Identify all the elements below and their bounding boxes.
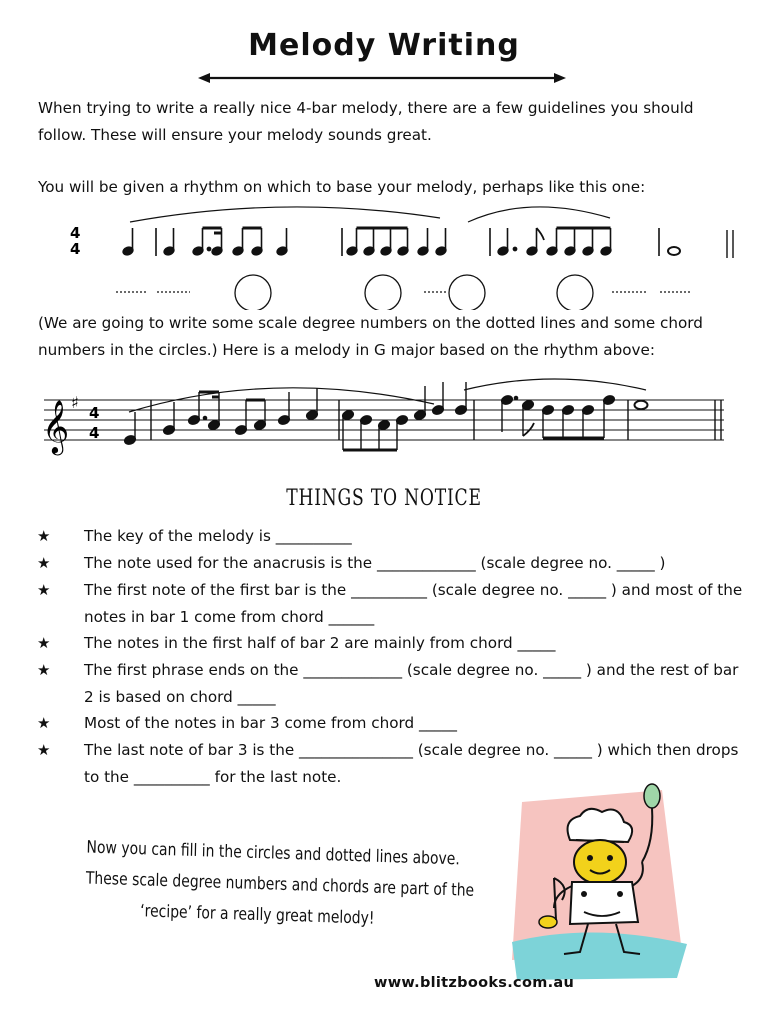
star-icon: ★	[37, 634, 51, 652]
notice-text: The note used for the anacrusis is the _____________ (scale degree no. _____ )	[84, 554, 666, 572]
chord-circle	[235, 275, 271, 310]
key-sharp: ♯	[71, 393, 79, 412]
chord-circle	[557, 275, 593, 310]
recipe-line: Now you can fill in the circles and dotted lines above.	[86, 837, 460, 870]
rhythm-intro: You will be given a rhythm on which to base your melody, perhaps like this one:	[38, 178, 646, 196]
notice-text: The last note of bar 3 is the _______________ (scale degree no. _____ ) which then drops to the __________ for the last note.	[84, 741, 739, 786]
intro-paragraph: When trying to write a really nice 4-bar melody, there are a few guidelines you should follow. These will ensure your melody sounds great.	[38, 99, 694, 144]
rhythm-line	[60, 200, 750, 310]
melody-staff	[34, 378, 734, 464]
star-icon: ★	[37, 581, 51, 599]
title-double-arrow	[198, 66, 566, 90]
star-icon: ★	[37, 554, 51, 572]
page-title: Melody Writing	[248, 28, 520, 63]
star-icon: ★	[37, 714, 51, 732]
melody-slur-2	[464, 379, 646, 390]
explain-paragraph: (We are going to write some scale degree numbers on the dotted lines and some chord numbers in the circles.) Here is a melody in G major based on the rhythm above:	[38, 314, 703, 359]
rhythm-slur-1	[130, 207, 440, 222]
recipe-line: ‘recipe’ for a really great melody!	[140, 901, 375, 929]
rhythm-slur-2	[468, 207, 610, 222]
things-to-notice-heading: THINGS TO NOTICE	[286, 486, 482, 511]
chord-circle	[365, 275, 401, 310]
notice-text: The first note of the first bar is the __________ (scale degree no. _____ ) and most of the notes in bar 1 come from chord ______	[84, 581, 743, 626]
footer-url[interactable]: www.blitzbooks.com.au	[374, 975, 575, 991]
rhythm-time-bottom: 4	[70, 240, 81, 258]
treble-clef: 𝄞	[42, 399, 70, 453]
recipe-note	[85, 833, 475, 937]
star-icon: ★	[37, 527, 51, 545]
notice-text: The first phrase ends on the _____________ (scale degree no. _____ ) and the rest of bar 2 is based on chord _____	[84, 661, 739, 706]
star-icon: ★	[37, 661, 51, 679]
rhythm-time-top: 4	[70, 224, 81, 242]
chord-circle	[449, 275, 485, 310]
star-icon: ★	[37, 741, 51, 759]
notice-text: The notes in the first half of bar 2 are mainly from chord _____	[84, 634, 556, 652]
notice-text: Most of the notes in bar 3 come from chord _____	[84, 714, 457, 732]
chef-with-note-icon	[492, 782, 692, 982]
melody-time-top: 4	[89, 404, 100, 422]
recipe-line: These scale degree numbers and chords are part of the	[85, 868, 475, 901]
notice-text: The key of the melody is __________	[84, 527, 352, 545]
melody-time-bottom: 4	[89, 424, 100, 442]
